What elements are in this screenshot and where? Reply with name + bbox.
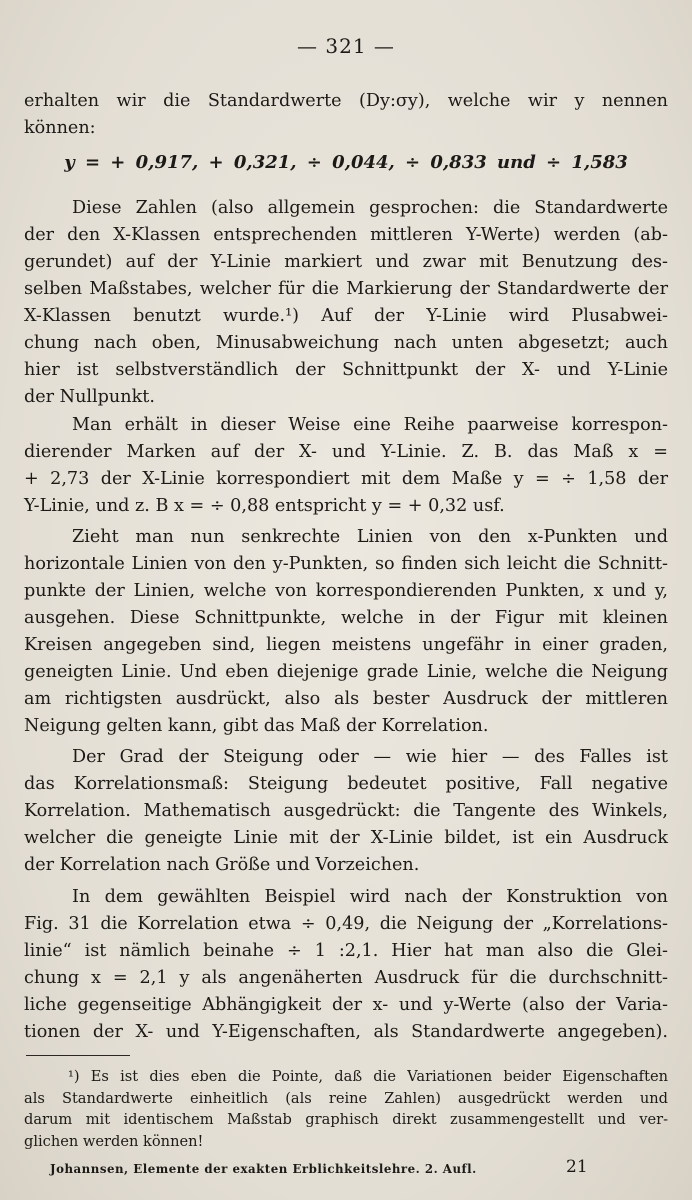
text-line: hier ist selbstverständlich der Schnittpunkt der X- und Y-Linie [24, 360, 668, 380]
text-line: In dem gewählten Beispiel wird nach der Konstruktion von [72, 887, 668, 907]
standard-values-formula: y = + 0,917, + 0,321, ÷ 0,044, ÷ 0,833 und ÷ 1,583 [64, 152, 628, 173]
text-line: Zieht man nun senkrechte Linien von den x-Punkten und [72, 527, 668, 547]
footnote-divider [26, 1055, 130, 1056]
paragraph-correlation-degree [24, 744, 668, 879]
footnote-line: darum mit identischem Maßstab graphisch direkt zusammengestellt und ver- [24, 1111, 668, 1128]
sheet-number: 21 [566, 1157, 588, 1177]
text-line: + 2,73 der X-Linie korrespondiert mit dem Maße y = ÷ 1,58 der [24, 469, 668, 489]
text-line: der Korrelation nach Größe und Vorzeichen. [24, 855, 420, 875]
text-line: Der Grad der Steigung oder — wie hier — des Falles ist [72, 747, 668, 767]
text-line: chung x = 2,1 y als angenäherten Ausdruck für die durchschnitt- [24, 968, 668, 988]
text-line: Fig. 31 die Korrelation etwa ÷ 0,49, die Neigung der „Korrelations- [24, 914, 668, 934]
text-line: können: [24, 118, 96, 138]
paragraph-standard-values [24, 195, 668, 411]
signature-line: Johannsen, Elemente der exakten Erblichkeitslehre. 2. Aufl. [50, 1162, 477, 1176]
text-line: linie“ ist nämlich beinahe ÷ 1 :2,1. Hier hat man also die Glei- [24, 941, 668, 961]
footnote-line: als Standardwerte einheitlich (als reine Zahlen) ausgedrückt werden und [24, 1089, 668, 1107]
text-line: Man erhält in dieser Weise eine Reihe paarweise korrespon- [72, 415, 668, 435]
text-line: chung nach oben, Minusabweichung nach unten abgesetzt; auch [24, 333, 668, 353]
text-line: erhalten wir die Standardwerte (Dy:σy), welche wir y nennen [24, 91, 668, 111]
text-line: Y-Linie, und z. B x = ÷ 0,88 entspricht y = + 0,32 usf. [24, 496, 505, 516]
paragraph-intersections [24, 524, 668, 740]
text-line: der den X-Klassen entsprechenden mittleren Y-Werte) werden (ab- [24, 225, 668, 245]
text-line: das Korrelationsmaß: Steigung bedeutet positive, Fall negative [24, 774, 668, 794]
text-line: gerundet) auf der Y-Linie markiert und zwar mit Benutzung des- [24, 252, 668, 272]
paragraph-example [24, 884, 668, 1046]
text-line: horizontale Linien von den y-Punkten, so finden sich leicht die Schnitt- [24, 554, 668, 574]
text-line: der Nullpunkt. [24, 387, 155, 407]
footnote-line: ¹) Es ist dies eben die Pointe, daß die Variationen beider Eigenschaften [68, 1068, 668, 1085]
text-line: welcher die geneigte Linie mit der X-Linie bildet, ist ein Ausdruck [24, 828, 668, 848]
text-line: am richtigsten ausdrückt, also als bester Ausdruck der mittleren [24, 689, 668, 709]
text-line: Diese Zahlen (also allgemein gesprochen: die Standardwerte [72, 198, 668, 218]
text-line: Kreisen angegeben sind, liegen meistens ungefähr in einer graden, [24, 635, 668, 655]
paragraph-marks [24, 412, 668, 520]
text-line: punkte der Linien, welche von korrespondierenden Punkten, x und y, [24, 581, 668, 601]
footnote-line: glichen werden können! [24, 1132, 204, 1150]
footnote [24, 1066, 668, 1152]
text-line: ausgehen. Diese Schnittpunkte, welche in der Figur mit kleinen [24, 608, 668, 628]
paragraph-intro [24, 88, 668, 142]
text-line: X-Klassen benutzt wurde.¹) Auf der Y-Linie wird Plusabwei- [24, 306, 668, 326]
text-line: liche gegenseitige Abhängigkeit der x- und y-Werte (also der Varia- [24, 995, 668, 1015]
text-line: geneigten Linie. Und eben diejenige grade Linie, welche die Neigung [24, 662, 668, 682]
text-line: selben Maßstabes, welcher für die Markierung der Standardwerte der [24, 279, 668, 299]
text-line: tionen der X- und Y-Eigenschaften, als Standardwerte angegeben). [24, 1022, 668, 1042]
text-line: Korrelation. Mathematisch ausgedrückt: die Tangente des Winkels, [24, 801, 668, 821]
page-number-header: — 321 — [297, 34, 395, 58]
text-line: dierender Marken auf der X- und Y-Linie. Z. B. das Maß x = [24, 442, 668, 462]
text-line: Neigung gelten kann, gibt das Maß der Korrelation. [24, 716, 489, 736]
